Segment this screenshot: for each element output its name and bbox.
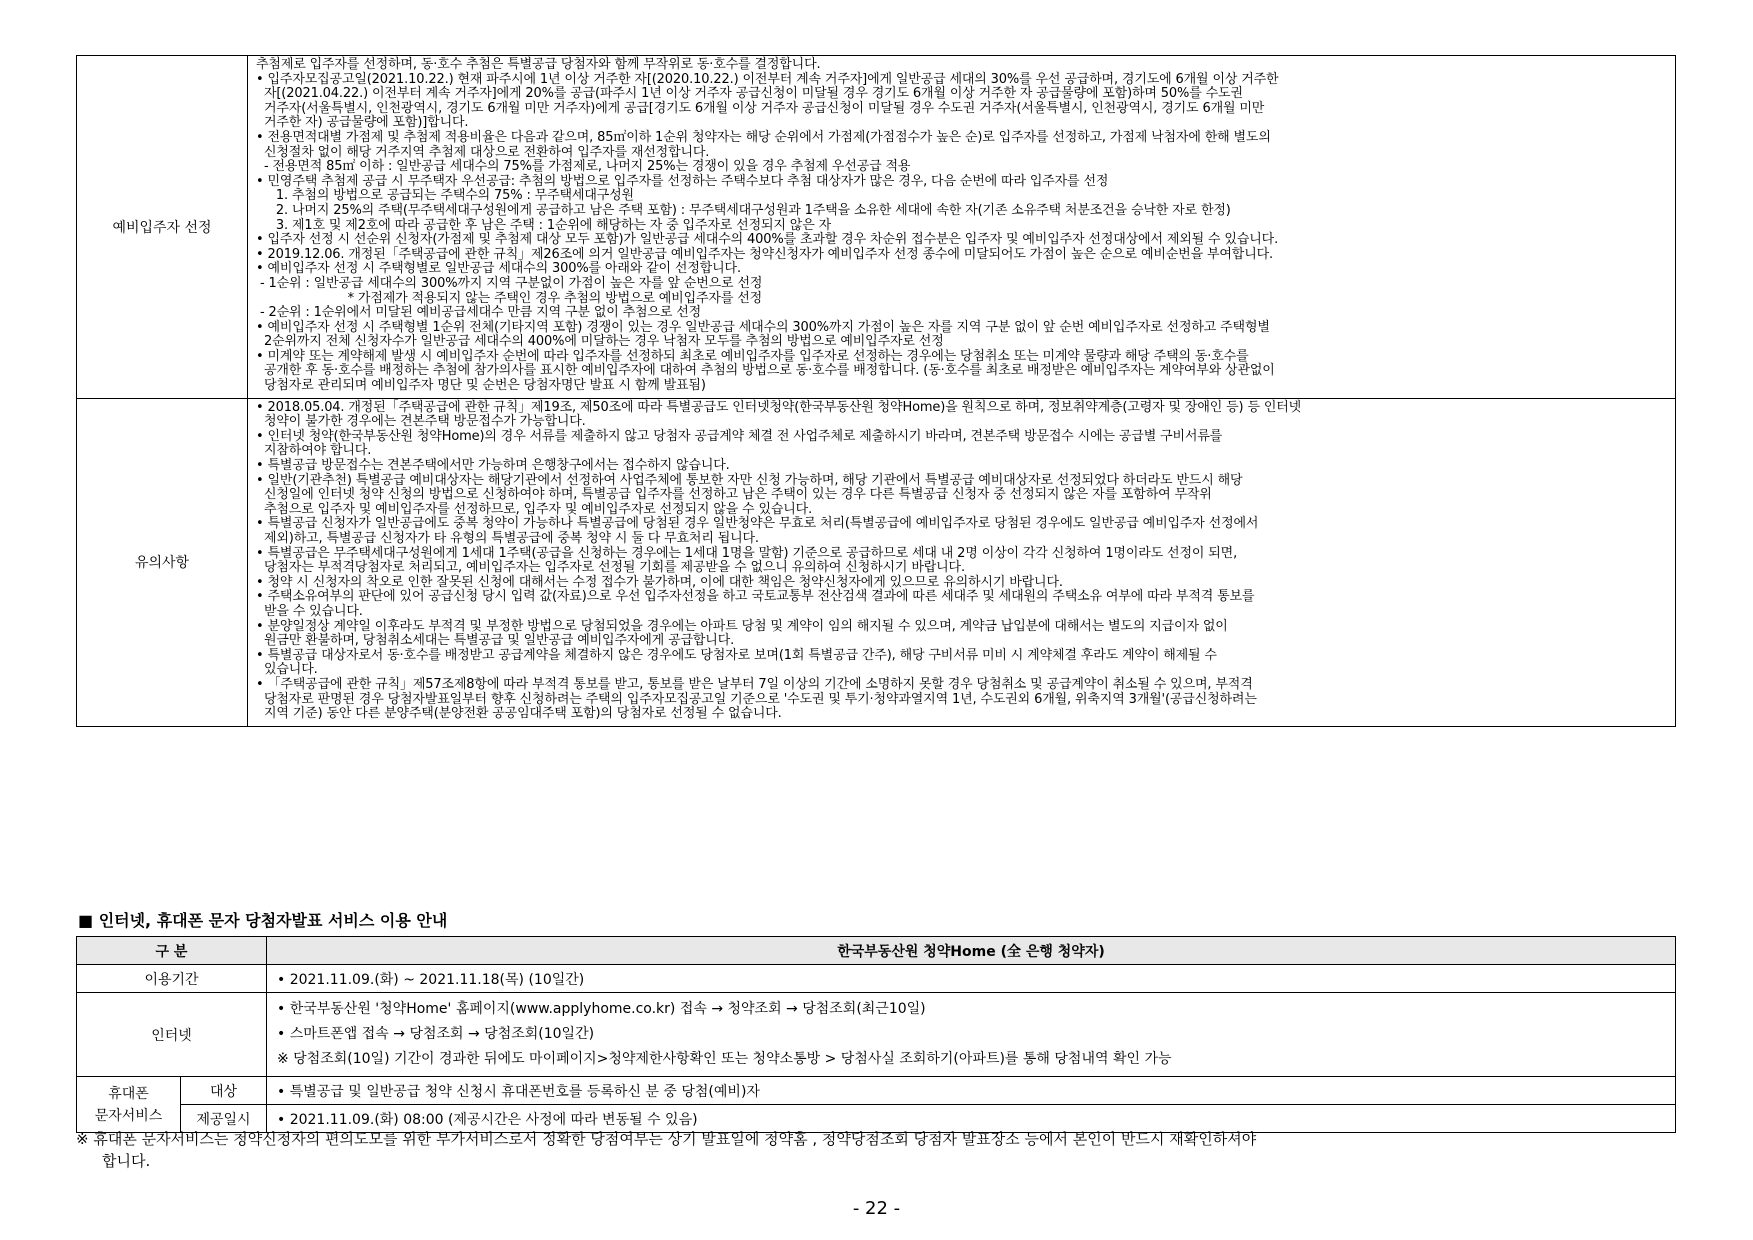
internet-label: 인터넷 bbox=[77, 993, 267, 1077]
internet-line-3: ※ 당첨조회(10일) 기간이 경과한 뒤에도 마이페이지>청약제한사항확인 또는 청약소통방 > 당첨사실 조회하기(아파트)를 통해 당첨내역 확인 가능 bbox=[277, 1051, 1172, 1067]
service-row-internet bbox=[77, 993, 1676, 1077]
row-content-notes bbox=[248, 398, 1676, 726]
service-row-period bbox=[77, 965, 1676, 993]
content-line: 신청절차 없이 해당 거주지역 추첨제 대상으로 전환하여 입주자를 재선정합니다. bbox=[256, 144, 710, 160]
content-line: * 가점제가 적용되지 않는 주택인 경우 추첨의 방법으로 예비입주자를 선정 bbox=[256, 290, 763, 306]
content-line: • 입주자 선정 시 선순위 신청자(가점제 및 추첨제 대상 모두 포함)가 일반공급 세대수의 400%를 초과할 경우 차순위 접수분은 입주자 및 예비입주자 선정대상에서 제외될 수 있습니다. bbox=[256, 232, 1279, 248]
content-line: • 청약 시 신청자의 착오로 인한 잘못된 신청에 대해서는 수정 접수가 불가하며, 이에 대한 책임은 청약신청자에게 있으므로 유의하시기 바랍니다. bbox=[256, 574, 1063, 590]
content-line: • 입주자모집공고일(2021.10.22.) 현재 파주시에 1년 이상 거주한 자[(2020.10.22.) 이전부터 계속 거주자]에게 일반공급 세대의 30%를 우선 공급하며, 경기도에 6개월 이상 거주한 bbox=[256, 71, 1279, 87]
sms-target-value: • 특별공급 및 일반공급 청약 신청시 휴대폰번호를 등록하신 분 중 당첨(예비)자 bbox=[267, 1077, 1676, 1105]
content-line: • 예비입주자 선정 시 주택형별 1순위 전체(기타지역 포함) 경쟁이 있는 경우 일반공급 세대수의 300%까지 가점이 높은 자를 지역 구분 없이 앞 순번 예비입주자로 선정하고 주택형별 bbox=[256, 319, 1270, 335]
header-category: 구 분 bbox=[77, 937, 267, 965]
internet-value bbox=[267, 993, 1676, 1077]
content-line: 2순위까지 전체 신청자수가 일반공급 세대수의 400%에 미달하는 경우 낙첨자 모두를 추첨의 방법으로 예비입주자로 선정 bbox=[256, 334, 944, 350]
content-line: 3. 제1호 및 제2호에 따라 공급한 후 남은 주택 : 1순위에 해당하는 자 중 입주자로 선정되지 않은 자 bbox=[256, 217, 831, 233]
content-line: 자[(2021.04.22.) 이전부터 계속 거주자]에게 20%를 공급(파주시 1년 이상 거주자 공급신청이 미달될 경우 경기도 6개월 이상 거주한 자 공급물량에 포함)하며 50%를 수도권 bbox=[256, 86, 1243, 102]
content-line: • 주택소유여부의 판단에 있어 공급신청 당시 입력 값(자료)으로 우선 입주자선정을 하고 국토교통부 전산검색 결과에 따른 세대주 및 세대원의 주택소유 여부에 따라 부적격 통보를 bbox=[256, 589, 1255, 605]
content-line: 있습니다. bbox=[256, 662, 318, 678]
sms-label-line-2: 문자서비스 bbox=[94, 1107, 163, 1124]
sms-label-line-1: 휴대폰 bbox=[108, 1085, 149, 1102]
content-line: • 예비입주자 선정 시 주택형별로 일반공급 세대수의 300%를 아래와 같이 선정합니다. bbox=[256, 261, 741, 277]
content-line: • 분양일정상 계약일 이후라도 부적격 및 부정한 방법으로 당첨되었을 경우에는 아파트 당첨 및 계약이 임의 해지될 수 있으며, 계약금 납입분에 대해서는 별도의 지급이자 없이 bbox=[256, 618, 1228, 634]
content-line: 받을 수 있습니다. bbox=[256, 603, 363, 619]
content-line: • 특별공급은 무주택세대구성원에게 1세대 1주택(공급을 신청하는 경우에는 1세대 1명을 말함) 기준으로 공급하므로 세대 내 2명 이상이 각각 신청하여 1명이라도 선정이 되면, bbox=[256, 545, 1238, 561]
period-label: 이용기간 bbox=[77, 965, 267, 993]
section-title: ■ 인터넷, 휴대폰 문자 당첨자발표 서비스 이용 안내 bbox=[78, 911, 448, 930]
row-label-reserve-selection: 예비입주자 선정 bbox=[77, 56, 248, 399]
content-line: • 특별공급 방문접수는 견본주택에서만 가능하며 은행창구에서는 접수하지 않습니다. bbox=[256, 458, 730, 474]
header-provider: 한국부동산원 청약Home (全 은행 청약자) bbox=[267, 937, 1676, 965]
period-value: • 2021.11.09.(화) ~ 2021.11.18(목) (10일간) bbox=[267, 965, 1676, 993]
content-line: 거주한 자) 공급물량에 포함)]합니다. bbox=[256, 115, 469, 131]
content-line: 거주자(서울특별시, 인천광역시, 경기도 6개월 미만 거주자)에게 공급[경기도 6개월 이상 거주자 공급신청이 미달될 경우 수도권 거주자(서울특별시, 인천광역시, 경기도 6개월 미만 bbox=[256, 100, 1265, 116]
sms-date-value: • 2021.11.09.(화) 08:00 (제공시간은 사정에 따라 변동될 수 있음) bbox=[267, 1105, 1676, 1133]
conditions-table bbox=[76, 55, 1676, 727]
content-line: 1. 추첨의 방법으로 공급되는 주택수의 75% : 무주택세대구성원 bbox=[256, 188, 634, 204]
service-table-header bbox=[77, 937, 1676, 965]
content-line: 원금만 환불하며, 당첨취소세대는 특별공급 및 일반공급 예비입주자에게 공급합니다. bbox=[256, 633, 735, 649]
content-line: • 일반(기관추천) 특별공급 예비대상자는 해당기관에서 선정하여 사업주체에 통보한 자만 신청 가능하며, 해당 기관에서 특별공급 예비대상자로 선정되었다 하더라도 반드시 해당 bbox=[256, 472, 1243, 488]
row-label-notes: 유의사항 bbox=[77, 398, 248, 726]
content-line: • 특별공급 신청자가 일반공급에도 중복 청약이 가능하나 특별공급에 당첨된 경우 일반청약은 무효로 처리(특별공급에 예비입주자로 당첨된 경우에도 일반공급 예비입주자 선정에서 bbox=[256, 516, 1259, 532]
content-line: - 전용면적 85㎡ 이하 : 일반공급 세대수의 75%를 가점제로, 나머지 25%는 경쟁이 있을 경우 추첨제 우선공급 적용 bbox=[256, 159, 911, 175]
content-line: 지참하여야 합니다. bbox=[256, 443, 372, 459]
internet-line-1: • 한국부동산원 '청약Home' 홈페이지(www.applyhome.co.kr) 접속 → 청약조회 → 당첨조회(최근10일) bbox=[277, 1001, 926, 1017]
sms-label bbox=[77, 1077, 181, 1133]
content-line: 청약이 불가한 경우에는 견본주택 방문접수가 가능합니다. bbox=[256, 414, 586, 430]
content-line: 당첨자로 판명된 경우 당첨자발표일부터 향후 신청하려는 주택의 입주자모집공고일 기준으로 '수도권 및 투기·청약과열지역 1년, 수도권외 6개월, 위축지역 3개월'(공급신청하려는 bbox=[256, 691, 1257, 707]
content-line: 신청일에 인터넷 청약 신청의 방법으로 신청하여야 하며, 특별공급 입주자를 선정하고 남은 주택이 있는 경우 다른 특별공급 신청자 중 선정되지 않은 자를 포함하여 무작위 bbox=[256, 487, 1212, 503]
footnote-line-1: ※ 휴대폰 문자서비스는 청약신청자의 편의도모를 위한 부가서비스로서 정확한 당첨여부는 상기 발표일에 청약홈 , 청약당첨조회 당첨자 발표장소 등에서 본인이 반드시 재확인하셔야 bbox=[76, 1130, 1257, 1148]
content-line: 2. 나머지 25%의 주택(무주택세대구성원에게 공급하고 남은 주택 포함) : 무주택세대구성원과 1주택을 소유한 세대에 속한 자(기존 소유주택 처분조건을 승낙한 자로 한정) bbox=[256, 202, 1231, 218]
sms-target-label: 대상 bbox=[181, 1077, 267, 1105]
content-line: • 「주택공급에 관한 규칙」제57조제8항에 따라 부적격 통보를 받고, 통보를 받은 날부터 7일 이상의 기간에 소명하지 못할 경우 당첨취소 및 공급계약이 취소될 수 있으며, 부적격 bbox=[256, 676, 1253, 692]
content-line: 추첨제로 입주자를 선정하며, 동·호수 추첨은 특별공급 당첨자와 함께 무작위로 동·호수를 결정합니다. bbox=[256, 57, 821, 72]
table-row-notes bbox=[77, 398, 1676, 726]
service-row-sms-target bbox=[77, 1077, 1676, 1105]
footnote bbox=[76, 1128, 1676, 1172]
content-line: 당첨자로 관리되며 예비입주자 명단 및 순번은 당첨자명단 발표 시 함께 발표됨) bbox=[256, 378, 706, 394]
internet-line-2: • 스마트폰앱 접속 → 당첨조회 → 당첨조회(10일간) bbox=[277, 1026, 595, 1042]
content-line: 제외)하고, 특별공급 신청자가 타 유형의 특별공급에 중복 청약 시 둘 다 무효처리 됩니다. bbox=[256, 531, 759, 546]
footnote-line-2: 합니다. bbox=[102, 1152, 151, 1170]
content-line: • 2018.05.04. 개정된「주택공급에 관한 규칙」제19조, 제50조에 따라 특별공급도 인터넷청약(한국부동산원 청약Home)을 원칙으로 하며, 정보취약계층(고령자 및 장애인 등) 등 인터넷 bbox=[256, 399, 1302, 415]
winner-announcement-service-table bbox=[76, 936, 1676, 1133]
content-line: • 전용면적대별 가점제 및 추첨제 적용비율은 다음과 같으며, 85㎡이하 1순위 청약자는 해당 순위에서 가점제(가점점수가 높은 순)로 입주자를 선정하고, 가점제 낙첨자에 한해 별도의 bbox=[256, 129, 1271, 145]
row-content-reserve-selection bbox=[248, 56, 1676, 399]
table-row-reserve-selection bbox=[77, 56, 1676, 399]
content-line: • 미계약 또는 계약해제 발생 시 예비입주자 순번에 따라 입주자를 선정하되 최초로 예비입주자를 입주자로 선정하는 경우에는 당첨취소 또는 미계약 물량과 해당 주택의 동·호수를 bbox=[256, 348, 1249, 364]
content-line: • 특별공급 대상자로서 동·호수를 배정받고 공급계약을 체결하지 않은 경우에도 당첨자로 보며(1회 특별공급 간주), 해당 구비서류 미비 시 계약체결 후라도 계약이 해제될 수 bbox=[256, 647, 1217, 663]
content-line: • 인터넷 청약(한국부동산원 청약Home)의 경우 서류를 제출하지 않고 당첨자 공급계약 체결 전 사업주체로 제출하시기 바라며, 견본주택 방문접수 시에는 공급별 구비서류를 bbox=[256, 428, 1223, 444]
content-line: - 1순위 : 일반공급 세대수의 300%까지 지역 구분없이 가점이 높은 자를 앞 순번으로 선정 bbox=[256, 275, 763, 291]
content-line: • 민영주택 추첨제 공급 시 무주택자 우선공급: 추첨의 방법으로 입주자를 선정하는 주택수보다 추첨 대상자가 많은 경우, 다음 순번에 따라 입주자를 선정 bbox=[256, 173, 1109, 189]
content-line: 지역 기준) 동안 다른 분양주택(분양전환 공공임대주택 포함)의 당첨자로 선정될 수 없습니다. bbox=[256, 706, 782, 722]
content-line: 추첨으로 입주자 및 예비입주자를 선정하므로, 입주자 및 예비입주자로 선정되지 않을 수 있습니다. bbox=[256, 501, 813, 517]
content-line: 당첨자는 부적격당첨자로 처리되고, 예비입주자는 입주자로 선정될 기회를 제공받을 수 없으니 유의하여 신청하시기 바랍니다. bbox=[256, 560, 965, 576]
content-line: 공개한 후 동·호수를 배정하는 추첨에 참가의사를 표시한 예비입주자에 대하여 추첨의 방법으로 동·호수를 배정합니다. (동·호수를 최초로 배정받은 예비입주자는 계약여부와 상관없이 bbox=[256, 363, 1275, 379]
content-line: • 2019.12.06. 개정된「주택공급에 관한 규칙」제26조에 의거 일반공급 예비입주자는 청약신청자가 예비입주자 선정 종수에 미달되어도 가점이 높은 순으로 예비순번을 부여합니다. bbox=[256, 246, 1273, 262]
content-line: - 2순위 : 1순위에서 미달된 예비공급세대수 만큼 지역 구분 없이 추첨으로 선정 bbox=[256, 305, 702, 321]
sms-date-label: 제공일시 bbox=[181, 1105, 267, 1133]
page-number: - 22 - bbox=[852, 1198, 901, 1219]
